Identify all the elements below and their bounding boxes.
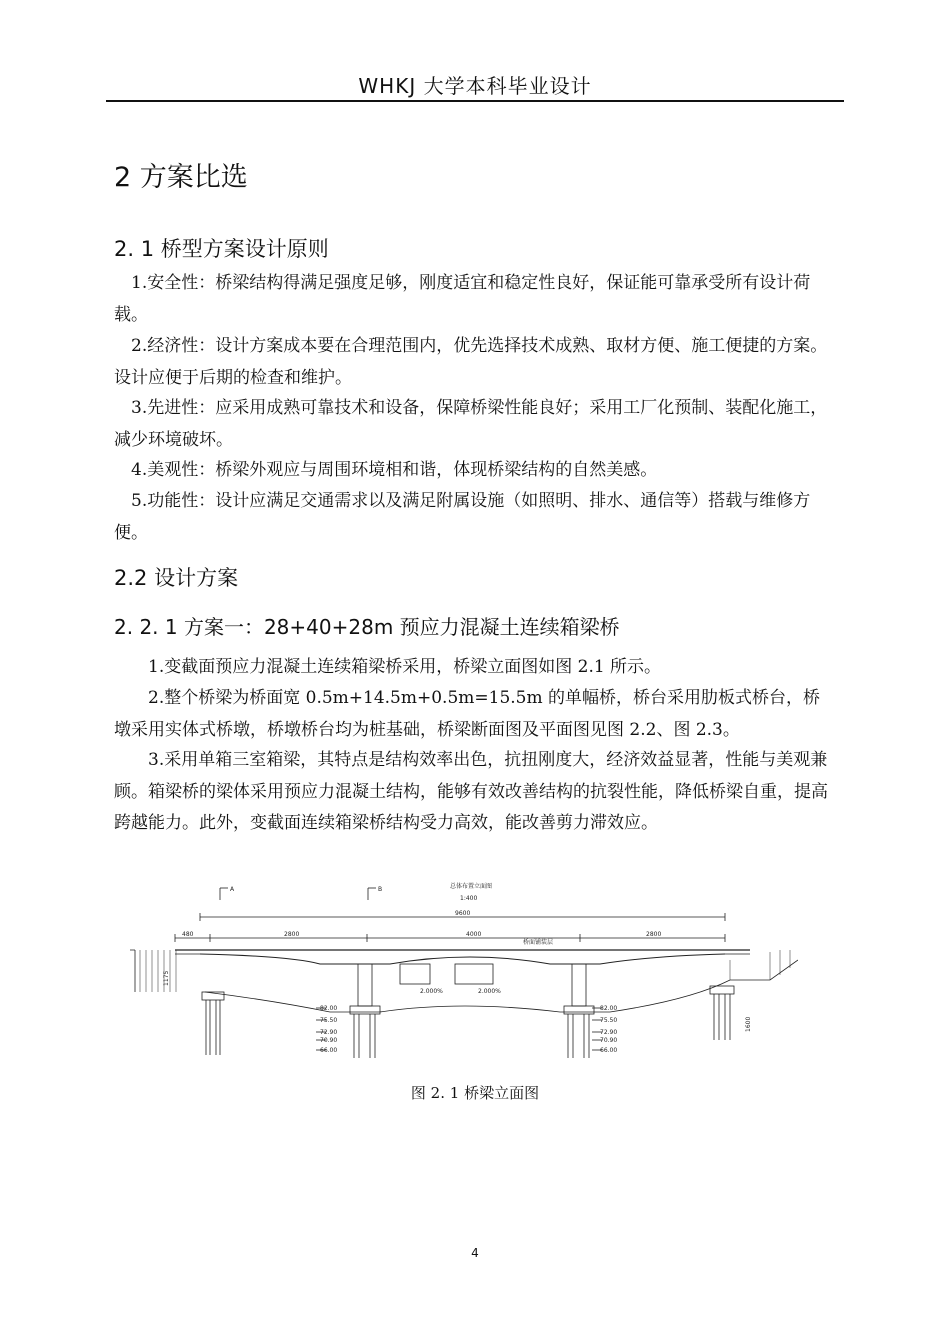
header-rule xyxy=(106,100,844,102)
page-header: WHKJ 大学本科毕业设计 xyxy=(358,74,592,98)
fig-span-right: 2800 xyxy=(646,931,662,938)
fig-elev-right-0: 82.00 xyxy=(600,1005,618,1012)
fig-depth-a: 1175 xyxy=(163,970,170,986)
section-2-1-heading: 2. 1 桥型方案设计原则 xyxy=(114,237,329,261)
scheme-para-3: 3.采用单箱三室箱梁，其特点是结构效率出色，抗扭刚度大，经济效益显著，性能与美观兼顾。箱梁桥的梁体采用预应力混凝土结构，能够有效改善结构的抗裂性能，降低桥梁自重，提高跨越能力。此外，变截面连续箱梁桥结构受力高效，能改善剪力滞效应。 xyxy=(114,750,828,833)
section-2-2-heading: 2.2 设计方案 xyxy=(114,566,239,590)
fig-total-length: 9600 xyxy=(455,910,471,917)
fig-elev-left-3: 70.90 xyxy=(320,1037,338,1044)
principle-function: 5.功能性：设计应满足交通需求以及满足附属设施（如照明、排水、通信等）搭载与维修方便。 xyxy=(114,491,811,543)
fig-section-a: A xyxy=(230,886,235,893)
scheme-para-1: 1.变截面预应力混凝土连续箱梁桥采用，桥梁立面图如图 2.1 所示。 xyxy=(148,657,662,677)
fig-elev-left-1: 75.50 xyxy=(320,1017,338,1024)
scheme-para-2: 2.整个桥梁为桥面宽 0.5m+14.5m+0.5m=15.5m 的单幅桥，桥台采用肋板式桥台，桥墩采用实体式桥墩，桥墩桥台均为桩基础，桥梁断面图及平面图见图 2.2、图 2.3。 xyxy=(114,688,821,740)
page-number: 4 xyxy=(471,1246,479,1260)
fig-end-left: 480 xyxy=(182,931,194,938)
principle-aesthetic: 4.美观性：桥梁外观应与周围环境相和谐，体现桥梁结构的自然美感。 xyxy=(131,460,658,480)
fig-section-b: B xyxy=(378,886,383,893)
principle-advanced: 3.先进性：应采用成熟可靠技术和设备，保障桥梁性能良好；采用工厂化预制、装配化施工，减少环境破坏。 xyxy=(114,398,828,450)
principle-economy: 2.经济性：设计方案成本要在合理范围内，优先选择技术成熟、取材方便、施工便捷的方案。设计应便于后期的检查和维护。 xyxy=(114,336,828,388)
fig-pile-len: 1600 xyxy=(745,1016,752,1032)
fig-elev-right-4: 66.00 xyxy=(600,1047,618,1054)
fig-span-left: 2800 xyxy=(284,931,300,938)
fig-slope-left: 2.000% xyxy=(420,988,443,995)
bridge-elevation-drawing xyxy=(130,880,798,1060)
fig-elev-left-2: 72.90 xyxy=(320,1029,338,1036)
fig-elev-right-1: 75.50 xyxy=(600,1017,618,1024)
fig-elev-right-2: 72.90 xyxy=(600,1029,618,1036)
figure-caption: 图 2. 1 桥梁立面图 xyxy=(410,1084,540,1102)
fig-elev-left-4: 66.00 xyxy=(320,1047,338,1054)
chapter-title: 2 方案比选 xyxy=(114,162,248,193)
fig-title: 总体布置立面图 xyxy=(450,883,493,890)
fig-deck-label: 桥面铺装层 xyxy=(523,939,554,946)
fig-elev-right-3: 70.90 xyxy=(600,1037,618,1044)
fig-span-mid: 4000 xyxy=(466,931,482,938)
section-2-2-1-heading: 2. 2. 1 方案一：28+40+28m 预应力混凝土连续箱梁桥 xyxy=(114,615,620,639)
fig-slope-right: 2.000% xyxy=(478,988,501,995)
principle-safety: 1.安全性：桥梁结构得满足强度足够，刚度适宜和稳定性良好，保证能可靠承受所有设计荷载。 xyxy=(114,273,811,325)
fig-elev-left-0: 82.00 xyxy=(320,1005,338,1012)
fig-scale: 1:400 xyxy=(460,895,478,902)
